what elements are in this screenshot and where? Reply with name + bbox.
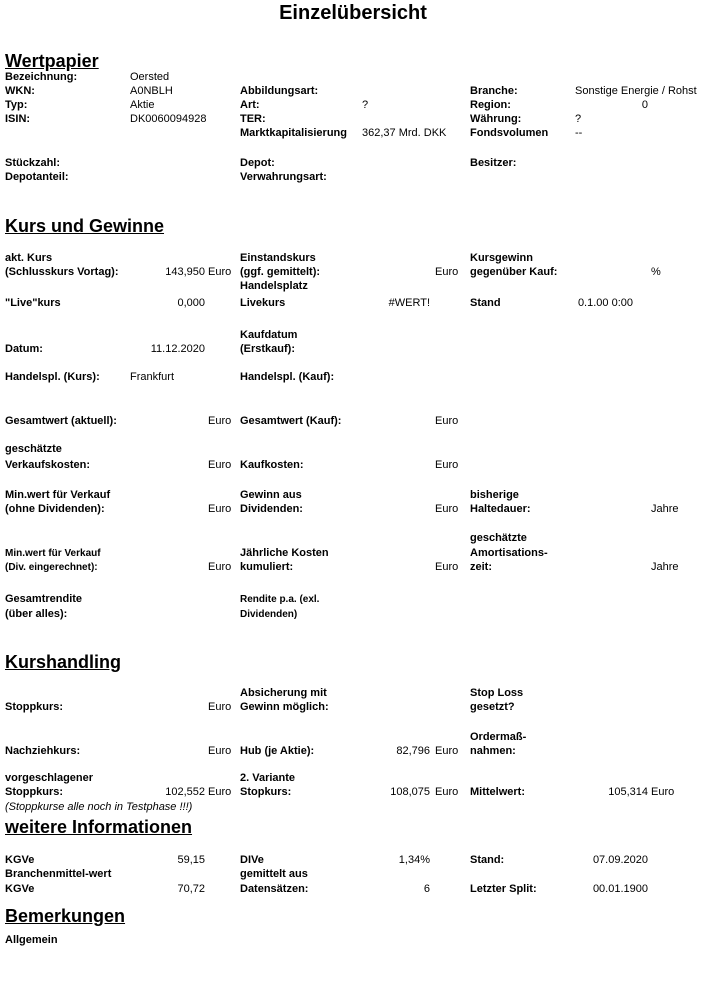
unit-label: Euro: [208, 459, 232, 471]
field-label: Währung:: [470, 113, 522, 125]
field-value: 0: [641, 99, 648, 111]
doc-line: [0, 297, 706, 311]
doc-line: [0, 71, 706, 85]
field-value: 07.09.2020: [592, 854, 648, 866]
unit-label: Euro: [435, 745, 459, 757]
field-label: Gesamtwert (Kauf):: [240, 415, 342, 427]
doc-line: [0, 252, 706, 266]
field-label: (über alles):: [5, 608, 68, 620]
field-value: 143,950: [165, 266, 205, 278]
field-label: Gewinn möglich:: [240, 701, 329, 713]
unit-label: Euro: [208, 266, 232, 278]
doc-line: [0, 801, 706, 815]
doc-line: [0, 171, 706, 185]
field-label: Gesamtrendite: [5, 593, 83, 605]
unit-label: Euro: [208, 503, 232, 515]
doc-line: [0, 443, 706, 457]
field-label: (ohne Dividenden):: [5, 503, 105, 515]
field-label: Branche:: [470, 85, 518, 97]
doc-line: [0, 883, 706, 897]
field-label: Verwahrungsart:: [240, 171, 327, 183]
field-label: (Stoppkurse alle noch in Testphase !!!): [5, 801, 193, 813]
unit-label: Euro: [435, 266, 459, 278]
field-label: Stand:: [470, 854, 505, 866]
unit-label: Euro: [208, 701, 232, 713]
field-label: Stand: [470, 297, 501, 309]
unit-label: Jahre: [651, 503, 679, 515]
doc-line: [0, 127, 706, 141]
field-label: Min.wert für Verkauf: [5, 489, 111, 501]
field-label: Jährliche Kosten: [240, 547, 329, 559]
unit-label: %: [651, 266, 661, 278]
doc-line: [0, 608, 706, 622]
field-label: (Erstkauf):: [240, 343, 296, 355]
field-label: zeit:: [470, 561, 492, 573]
field-value: 11.12.2020: [150, 343, 205, 355]
field-label: Fondsvolumen: [470, 127, 549, 139]
field-label: gemittelt aus: [240, 868, 308, 880]
doc-line: [0, 701, 706, 715]
doc-line: [0, 85, 706, 99]
field-label: Stückzahl:: [5, 157, 61, 169]
field-value: 59,15: [177, 854, 205, 866]
field-label: bisherige: [470, 489, 519, 501]
unit-label: Euro: [208, 745, 232, 757]
field-label: ISIN:: [5, 113, 31, 125]
field-label: Stoppkurs:: [5, 701, 64, 713]
field-label: Livekurs: [240, 297, 286, 309]
field-label: Datum:: [5, 343, 43, 355]
field-label: Verkaufskosten:: [5, 459, 90, 471]
field-label: Absicherung mit: [240, 687, 327, 699]
field-label: (Schlusskurs Vortag):: [5, 266, 119, 278]
field-value: 1,34%: [398, 854, 430, 866]
field-label: Stopkurs:: [240, 786, 292, 798]
field-label: vorgeschlagener: [5, 772, 94, 784]
field-label: Kaufkosten:: [240, 459, 304, 471]
doc-line: [0, 113, 706, 127]
field-label: Typ:: [5, 99, 28, 111]
field-value: 00.01.1900: [592, 883, 648, 895]
doc-line: [0, 503, 706, 517]
field-value: 362,37 Mrd. DKK: [362, 127, 447, 139]
field-label: Ordermaß-: [470, 731, 527, 743]
unit-label: Euro: [208, 786, 232, 798]
field-label: Amortisations-: [470, 547, 548, 559]
doc-line: [0, 731, 706, 745]
unit-label: Euro: [435, 415, 459, 427]
field-label: "Live"kurs: [5, 297, 61, 309]
field-label: WKN:: [5, 85, 35, 97]
field-value: --: [575, 127, 583, 139]
doc-line: [0, 157, 706, 171]
field-label: Rendite p.a. (exl.: [240, 594, 320, 605]
unit-label: Euro: [435, 503, 459, 515]
doc-line: [0, 547, 706, 561]
section-header-weitere-informationen: weitere Informationen: [5, 817, 193, 837]
field-label: KGVe: [5, 883, 35, 895]
field-label: Nachziehkurs:: [5, 745, 81, 757]
doc-line: [0, 343, 706, 357]
field-label: Min.wert für Verkauf: [5, 548, 101, 559]
field-value: 70,72: [177, 883, 205, 895]
field-label: Allgemein: [5, 934, 58, 946]
field-label: Mittelwert:: [470, 786, 525, 798]
doc-line: [0, 854, 706, 868]
field-label: Kursgewinn: [470, 252, 533, 264]
field-value: 105,314: [608, 786, 648, 798]
field-label: TER:: [240, 113, 266, 125]
field-value: #WERT!: [388, 297, 430, 309]
field-label: Handelspl. (Kauf):: [240, 371, 335, 383]
section-header-kurshandling: Kurshandling: [5, 652, 121, 672]
doc-line: [0, 329, 706, 343]
field-value: 0,000: [177, 297, 205, 309]
doc-line: [0, 280, 706, 294]
unit-label: Euro: [208, 561, 232, 573]
field-label: (Div. eingerechnet):: [5, 562, 98, 573]
doc-line: [0, 371, 706, 385]
field-label: Depotanteil:: [5, 171, 69, 183]
unit-label: Euro: [208, 415, 232, 427]
field-value: Frankfurt: [130, 371, 175, 383]
field-value: 0.1.00 0:00: [577, 297, 633, 309]
field-label: Dividenden:: [240, 503, 303, 515]
field-label: akt. Kurs: [5, 252, 53, 264]
field-value: ?: [362, 99, 369, 111]
section-header-wertpapier: Wertpapier: [5, 51, 99, 71]
field-label: Haltedauer:: [470, 503, 531, 515]
field-label: Datensätzen:: [240, 883, 309, 895]
field-value: 82,796: [396, 745, 430, 757]
field-label: gegenüber Kauf:: [470, 266, 558, 278]
field-label: KGVe: [5, 854, 35, 866]
field-label: Branchenmittel-wert: [5, 868, 112, 880]
doc-line: [0, 415, 706, 429]
field-value: ?: [575, 113, 582, 125]
section-header-kurs-und-gewinne: Kurs und Gewinne: [5, 216, 165, 236]
field-label: Handelspl. (Kurs):: [5, 371, 100, 383]
field-label: Gesamtwert (aktuell):: [5, 415, 117, 427]
doc-line: [0, 459, 706, 473]
field-value: DK0060094928: [130, 113, 207, 125]
field-label: Kaufdatum: [240, 329, 298, 341]
field-label: geschätzte: [470, 532, 527, 544]
field-label: Hub (je Aktie):: [240, 745, 315, 757]
field-label: Region:: [470, 99, 511, 111]
field-label: 2. Variante: [240, 772, 296, 784]
doc-line: [0, 868, 706, 882]
field-label: DIVe: [240, 854, 264, 866]
field-label: Art:: [240, 99, 260, 111]
field-label: kumuliert:: [240, 561, 294, 573]
doc-line: [0, 266, 706, 280]
field-label: Bezeichnung:: [5, 71, 78, 83]
field-label: geschätzte: [5, 443, 62, 455]
unit-label: Jahre: [651, 561, 679, 573]
doc-line: [0, 593, 706, 607]
field-value: 6: [423, 883, 430, 895]
doc-line: [0, 532, 706, 546]
field-label: Stop Loss: [470, 687, 524, 699]
field-label: Stoppkurs:: [5, 786, 64, 798]
field-value: Oersted: [130, 71, 170, 83]
unit-label: Euro: [435, 459, 459, 471]
unit-label: Euro: [651, 786, 675, 798]
unit-label: Euro: [435, 786, 459, 798]
doc-line: [0, 786, 706, 800]
section-header-bemerkungen: Bemerkungen: [5, 906, 126, 926]
field-label: Besitzer:: [470, 157, 517, 169]
field-label: Gewinn aus: [240, 489, 302, 501]
field-label: Marktkapitalisierung: [240, 127, 347, 139]
field-value: A0NBLH: [130, 85, 173, 97]
field-label: Einstandskurs: [240, 252, 316, 264]
field-value: Sonstige Energie / Rohst: [575, 85, 697, 97]
doc-line: [0, 745, 706, 759]
doc-line: [0, 489, 706, 503]
field-value: 102,552: [165, 786, 205, 798]
field-label: nahmen:: [470, 745, 516, 757]
doc-line: [0, 772, 706, 786]
doc-line: [0, 934, 706, 948]
field-value: 108,075: [390, 786, 430, 798]
page-title: Einzelübersicht: [279, 2, 427, 24]
doc-line: [0, 99, 706, 113]
field-label: Handelsplatz: [240, 280, 308, 292]
field-label: Depot:: [240, 157, 275, 169]
field-value: Aktie: [130, 99, 155, 111]
unit-label: Euro: [435, 561, 459, 573]
doc-line: [0, 687, 706, 701]
field-label: Dividenden): [240, 609, 298, 620]
doc-line: [0, 561, 706, 575]
field-label: Letzter Split:: [470, 883, 537, 895]
field-label: Abbildungsart:: [240, 85, 319, 97]
field-label: (ggf. gemittelt):: [240, 266, 321, 278]
field-label: gesetzt?: [470, 701, 515, 713]
